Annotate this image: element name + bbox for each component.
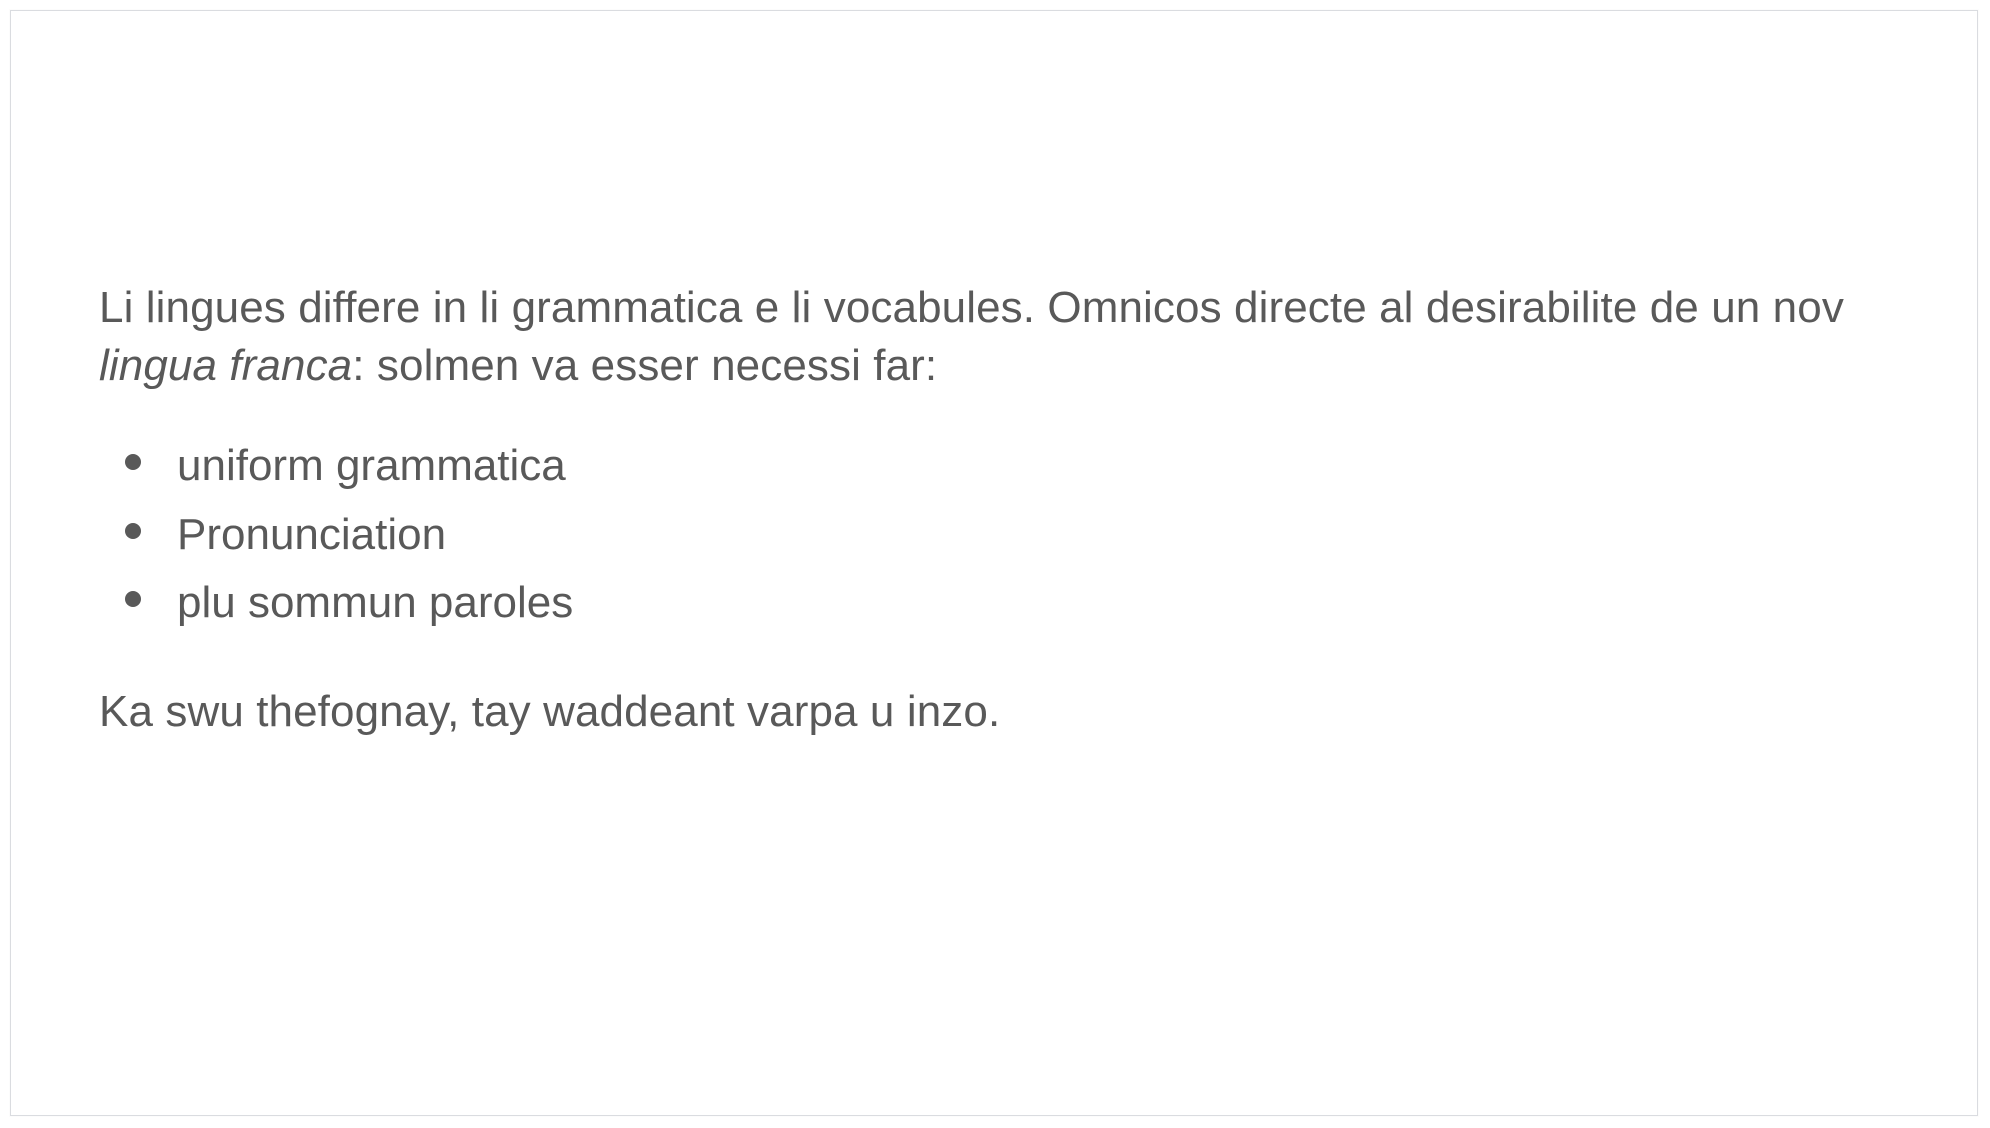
intro-text-before: Li lingues differe in li grammatica e li vocabules. Omnicos directe al desirabilite de un nov <box>99 283 1844 332</box>
list-item <box>99 508 1919 563</box>
list-item-label: Pronunciation <box>177 509 447 559</box>
closing-paragraph: Ka swu thefognay, tay waddeant varpa u inzo. <box>99 686 1001 736</box>
list-item <box>99 439 1919 494</box>
bullet-list <box>99 439 1919 631</box>
bullet-dot-icon <box>99 601 177 617</box>
list-item-label: plu sommun paroles <box>177 578 574 628</box>
intro-paragraph <box>99 279 1919 395</box>
slide-body <box>99 279 1919 741</box>
bullet-dot-icon <box>99 464 177 480</box>
intro-text-italic: lingua franca <box>99 341 353 391</box>
list-item <box>99 576 1919 631</box>
slide-surface[interactable] <box>10 10 1978 1116</box>
bullet-dot-icon <box>99 533 177 549</box>
list-item-label: uniform grammatica <box>177 441 566 491</box>
intro-text-after: : solmen va esser necessi far: <box>352 341 938 391</box>
